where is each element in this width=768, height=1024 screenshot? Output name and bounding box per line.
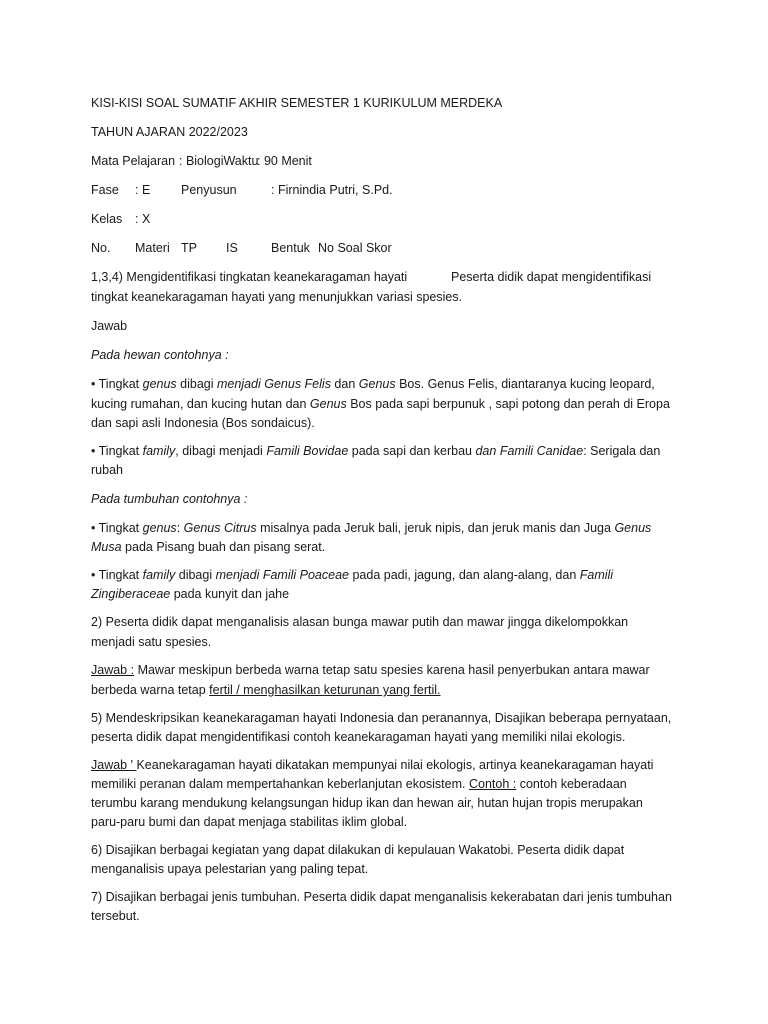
item1-line1 (91, 267, 652, 287)
item2-answer-line1 (91, 660, 650, 680)
text-run: pada padi, jagung, dan alang-alang, dan (349, 568, 580, 582)
phase-label: Fase (91, 183, 119, 197)
author-label: Penyusun (181, 183, 237, 197)
hewan-bullet1-line2 (91, 394, 670, 414)
tumbuhan-bullet1-line2 (91, 537, 325, 557)
text-run: Keanekaragaman hayati dikatakan mempunyai nilai ekologis, artinya keanekaragaman hayati (136, 758, 654, 772)
item2-line1: 2) Peserta didik dapat menganalisis alasan bunga mawar putih dan mawar jingga dikelompokkan (91, 615, 629, 629)
author-value: : Firnindia Putri, S.Pd. (271, 183, 393, 197)
text-run: : Serigala dan (583, 444, 661, 458)
hewan-heading-text: Pada hewan contohnya : (91, 348, 229, 362)
tumbuhan-bullet2-line1 (91, 565, 613, 585)
class-row (91, 209, 151, 229)
text-run: dibagi (176, 377, 217, 391)
answer-label: Jawab : (91, 663, 135, 677)
text-run: Bos pada sapi berpunuk , sapi potong dan perah di Eropa (346, 397, 670, 411)
tumbuhan-heading (91, 489, 247, 509)
item6-line1: 6) Disajikan berbagai kegiatan yang dapat dilakukan di kepulauan Wakatobi. Peserta didik dapat (91, 843, 625, 857)
time-value: : 90 Menit (257, 154, 312, 168)
hewan-bullet2-line2: rubah (91, 463, 123, 477)
text-run: Genus Citrus (183, 521, 257, 535)
text-run: dibagi (175, 568, 216, 582)
item5-answer-line4: paru-paru bumi dan dapat menjaga stabilitas iklim global. (91, 815, 408, 829)
item2-line2: menjadi satu spesies. (91, 635, 212, 649)
text-run: Famili Bovidae (266, 444, 349, 458)
col-no: No. (91, 241, 111, 255)
text-run: Famili (579, 568, 614, 582)
col-bentuk: Bentuk (271, 241, 310, 255)
text-run: pada kunyit dan jahe (170, 587, 290, 601)
item1-indicator: Peserta didik dapat mengidentifikasi (451, 270, 652, 284)
phase-value: : E (135, 183, 151, 197)
item5-line2: peserta didik dapat mengidentifikasi contoh keanekaragaman hayati yang memiliki nilai ekologis. (91, 730, 626, 744)
hewan-heading (91, 345, 229, 365)
table-header-row (91, 238, 392, 258)
item6-line2: menganalisis upaya pelestarian yang paling tepat. (91, 862, 369, 876)
class-label: Kelas (91, 212, 123, 226)
text-run: Genus (309, 397, 347, 411)
subject-label: Mata Pelajaran (91, 154, 176, 168)
hewan-bullet2-line1 (91, 441, 660, 461)
text-run: Contoh : (468, 777, 517, 791)
text-run: dan Famili Canidae (475, 444, 584, 458)
subject-value: : BiologiWaktu (179, 154, 259, 168)
item7-line2: tersebut. (91, 909, 140, 923)
item7-line1: 7) Disajikan berbagai jenis tumbuhan. Peserta didik dapat menganalisis kekerabatan dari jenis tumbuhan (91, 890, 672, 904)
text-run: dan (330, 377, 359, 391)
text-run: pada sapi dan kerbau (348, 444, 476, 458)
item2-answer-line2 (91, 680, 441, 700)
text-run: pada Pisang buah dan pisang serat. (121, 540, 326, 554)
text-run: contoh keberadaan (516, 777, 627, 791)
document-title: KISI-KISI SOAL SUMATIF AKHIR SEMESTER 1 KURIKULUM MERDEKA (91, 96, 503, 110)
text-run: Musa (91, 540, 122, 554)
tumbuhan-bullet2-line2 (91, 584, 289, 604)
text-run: • Tingkat (91, 568, 143, 582)
text-run: memiliki peranan dalam mempertahankan keberlanjutan ekosistem. (91, 777, 469, 791)
col-is: IS (226, 241, 238, 255)
item1-line2: tingkat keanekaragaman hayati yang menunjukkan variasi spesies. (91, 290, 463, 304)
subject-row (91, 151, 312, 171)
text-run: : (176, 521, 184, 535)
col-nosoal-skor: No Soal Skor (318, 241, 392, 255)
text-run: family (142, 444, 176, 458)
text-run: • Tingkat (91, 377, 143, 391)
item5-answer-line1 (91, 755, 653, 775)
text-run: • Tingkat (91, 521, 143, 535)
academic-year: TAHUN AJARAN 2022/2023 (91, 125, 248, 139)
text-run: Bos. Genus Felis, diantaranya kucing leopard, (395, 377, 655, 391)
answer-label: Jawab (91, 319, 128, 333)
item5-answer-line2 (91, 774, 627, 794)
text-run: Mawar meskipun berbeda warna tetap satu spesies karena hasil penyerbukan antara mawar (134, 663, 650, 677)
text-run: Genus (614, 521, 652, 535)
col-materi: Materi (135, 241, 170, 255)
text-run: , dibagi menjadi (175, 444, 267, 458)
class-value: : X (135, 212, 151, 226)
text-run: genus (142, 521, 177, 535)
answer-label: Jawab ' (91, 758, 137, 772)
text-run: Genus (358, 377, 396, 391)
item5-line1: 5) Mendeskripsikan keanekaragaman hayati Indonesia dan peranannya, Disajikan beberapa pernyataan, (91, 711, 672, 725)
text-run: Zingiberaceae (91, 587, 171, 601)
tumbuhan-bullet1-line1 (91, 518, 651, 538)
text-run: berbeda warna tetap (91, 683, 210, 697)
text-run: • Tingkat (91, 444, 143, 458)
hewan-bullet1-line1 (91, 374, 655, 394)
col-tp: TP (181, 241, 197, 255)
item5-answer-line3: terumbu karang mendukung kelangsungan hidup ikan dan hewan air, hutan hujan tropis merupakan (91, 796, 643, 810)
text-run: menjadi Famili Poaceae (215, 568, 349, 582)
text-run: misalnya pada Jeruk bali, jeruk nipis, dan jeruk manis dan Juga (256, 521, 615, 535)
tumbuhan-heading-text: Pada tumbuhan contohnya : (91, 492, 248, 506)
text-run: genus (142, 377, 177, 391)
text-run: fertil / menghasilkan keturunan yang fertil. (209, 683, 441, 697)
text-run: menjadi Genus Felis (217, 377, 331, 391)
item1-competency: 1,3,4) Mengidentifikasi tingkatan keanekaragaman hayati (91, 270, 408, 284)
text-run: family (142, 568, 176, 582)
text-run: kucing rumahan, dan kucing hutan dan (91, 397, 310, 411)
phase-row (91, 180, 393, 200)
hewan-bullet1-line3: dan sapi asli Indonesia (Bos sondaicus). (91, 416, 315, 430)
